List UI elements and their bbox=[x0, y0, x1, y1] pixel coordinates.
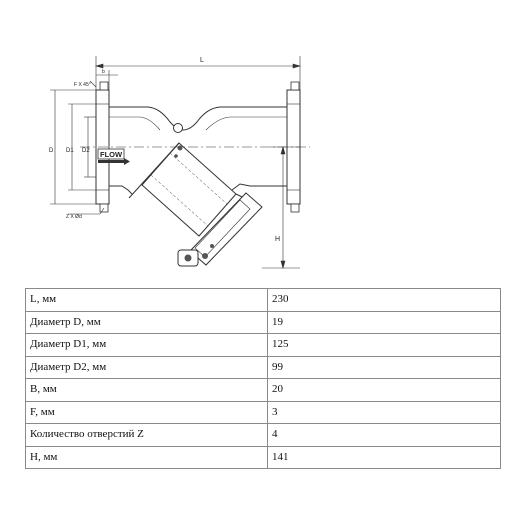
table-row bbox=[26, 401, 501, 424]
table-row bbox=[26, 446, 501, 469]
param-cell: L, мм bbox=[26, 289, 268, 312]
dim-label-D2: D2 bbox=[82, 148, 90, 154]
table-row bbox=[26, 334, 501, 357]
dim-label-H: H bbox=[275, 236, 281, 243]
dim-label-D1: D1 bbox=[66, 148, 74, 154]
value-cell: 20 bbox=[268, 379, 501, 402]
param-cell: F, мм bbox=[26, 401, 268, 424]
table-row bbox=[26, 356, 501, 379]
table-row bbox=[26, 424, 501, 447]
param-cell: B, мм bbox=[26, 379, 268, 402]
param-cell: H, мм bbox=[26, 446, 268, 469]
table-row bbox=[26, 311, 501, 334]
table-row bbox=[26, 379, 501, 402]
value-cell: 141 bbox=[268, 446, 501, 469]
value-cell: 230 bbox=[268, 289, 501, 312]
table-row bbox=[26, 289, 501, 312]
dim-label-b: b bbox=[102, 69, 105, 75]
param-cell: Диаметр D1, мм bbox=[26, 334, 268, 357]
spec-table bbox=[25, 288, 501, 469]
top-plug bbox=[174, 124, 183, 133]
value-cell: 99 bbox=[268, 356, 501, 379]
dim-label-F: F X 45° bbox=[74, 82, 91, 88]
value-cell: 4 bbox=[268, 424, 501, 447]
dim-label-bolt-holes: Z X Ød bbox=[66, 214, 82, 220]
param-cell: Диаметр D2, мм bbox=[26, 356, 268, 379]
flow-arrow bbox=[98, 149, 130, 165]
dim-label-D: D bbox=[49, 148, 54, 154]
param-cell: Диаметр D, мм bbox=[26, 311, 268, 334]
value-cell: 125 bbox=[268, 334, 501, 357]
value-cell: 3 bbox=[268, 401, 501, 424]
dim-label-L: L bbox=[200, 57, 204, 64]
value-cell: 19 bbox=[268, 311, 501, 334]
param-cell: Количество отверстий Z bbox=[26, 424, 268, 447]
flow-label: FLOW bbox=[100, 150, 123, 159]
